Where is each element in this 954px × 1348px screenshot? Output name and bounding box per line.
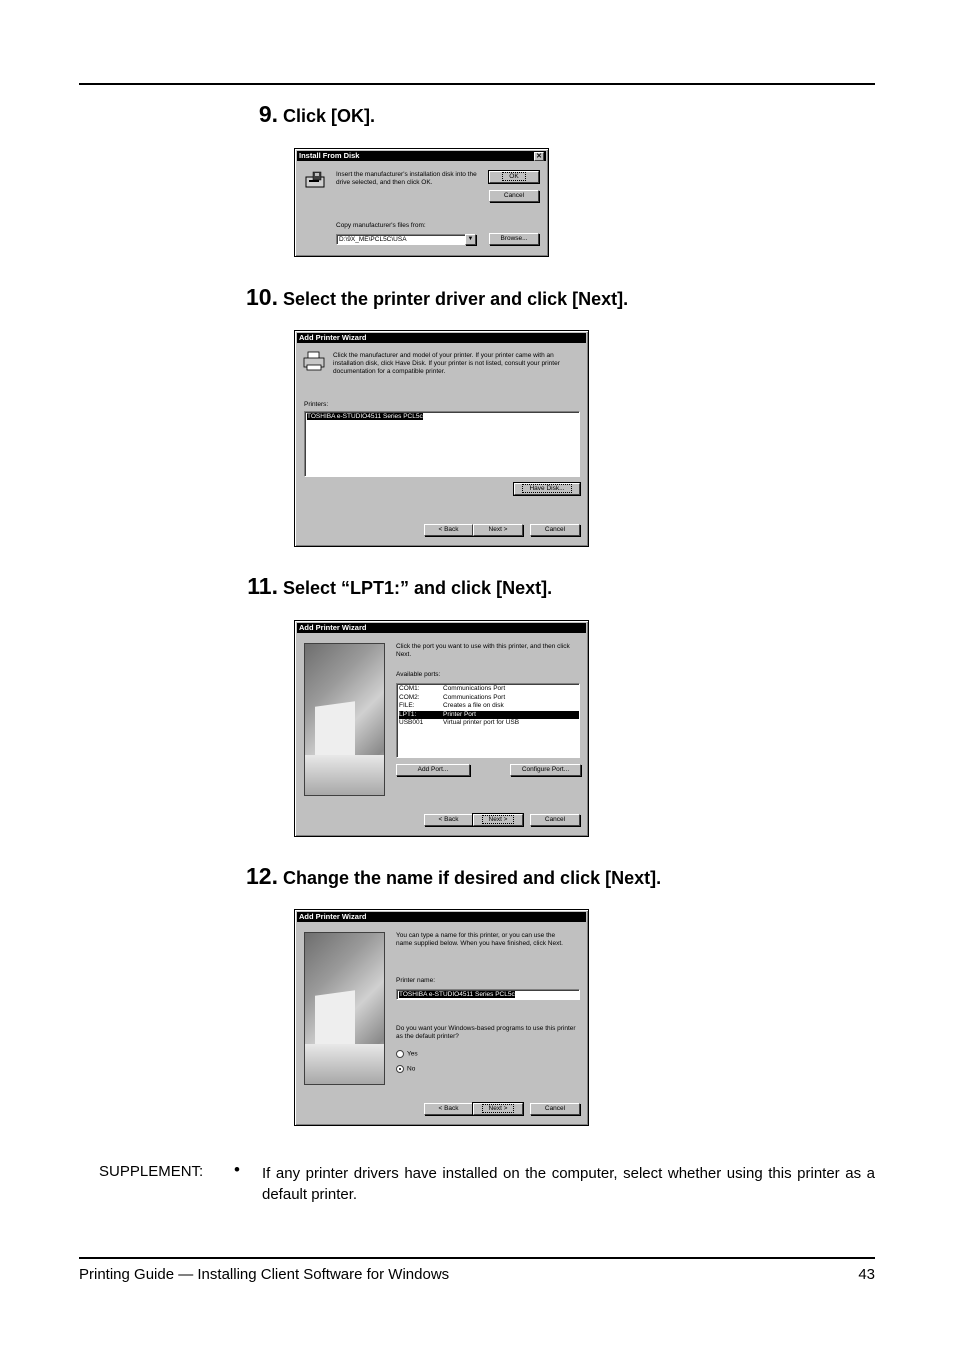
dialog-title-bar <box>297 912 586 922</box>
dialog-message: Click the manufacturer and model of your printer. If your printer came with an installation disk, click Have Disk. If your printer is not listed, consult your printer documentation for a compatible printer. <box>333 352 560 375</box>
port-name: COM1: <box>399 685 420 692</box>
dialog-message: You can type a name for this printer, or you can use the name supplied below. When you have finished, click Next. <box>396 932 563 947</box>
printers-label: Printers: <box>304 401 329 408</box>
add-port-button[interactable]: Add Port... <box>396 764 470 776</box>
yes-radio[interactable]: Yes <box>396 1050 418 1059</box>
printer-icon <box>303 351 325 371</box>
port-list-item[interactable] <box>399 711 579 720</box>
dialog-title: Add Printer Wizard <box>299 333 367 342</box>
back-button[interactable]: < Back <box>424 1103 473 1115</box>
back-button[interactable]: < Back <box>424 524 473 536</box>
step-12 <box>232 863 661 890</box>
supplement-label: SUPPLEMENT: <box>99 1163 204 1180</box>
step-9 <box>232 101 375 128</box>
cancel-button[interactable]: Cancel <box>489 190 539 202</box>
dialog-message: Click the port you want to use with this printer, and then click Next. <box>396 643 570 658</box>
next-button[interactable]: Next > <box>473 1103 523 1115</box>
dialog-title-bar <box>297 151 546 161</box>
port-description: Creates a file on disk <box>443 702 504 709</box>
port-name: COM2: <box>399 693 420 701</box>
port-description: Communications Port <box>443 693 506 701</box>
cancel-button[interactable]: Cancel <box>530 524 580 536</box>
back-button[interactable]: < Back <box>424 814 473 826</box>
browse-button[interactable]: Browse... <box>489 233 539 245</box>
port-description: Virtual printer port for USB <box>443 719 520 726</box>
port-list-item[interactable] <box>399 685 579 694</box>
dropdown-arrow-icon[interactable]: ▼ <box>465 234 476 245</box>
add-printer-port-dialog <box>294 620 589 837</box>
radio-icon <box>396 1050 404 1058</box>
configure-port-button[interactable]: Configure Port... <box>510 764 581 776</box>
cancel-button[interactable]: Cancel <box>530 1103 580 1115</box>
cancel-button[interactable]: Cancel <box>530 814 580 826</box>
default-printer-question: Do you want your Windows-based programs to use this printer as the default printer? <box>396 1025 576 1040</box>
wizard-printer-image <box>304 932 385 1085</box>
port-list-item[interactable] <box>399 719 579 728</box>
wizard-printer-image <box>304 643 385 796</box>
dialog-title: Add Printer Wizard <box>299 623 367 632</box>
step-text: Click [OK]. <box>283 106 376 126</box>
supplement-text: If any printer drivers have installed on the computer, select whether using this printer as a default printer. <box>262 1165 875 1203</box>
add-printer-name-dialog <box>294 909 589 1126</box>
copy-from-path-input[interactable]: D:\9X_ME\PCL5C\USA <box>336 234 468 245</box>
footer-title: Printing Guide — Installing Client Software for Windows <box>79 1266 450 1283</box>
dialog-title-bar <box>297 623 586 633</box>
close-icon[interactable]: ✕ <box>534 152 544 161</box>
floppy-drive-icon <box>304 171 326 189</box>
next-button[interactable]: Next > <box>473 524 523 536</box>
printers-list[interactable] <box>304 411 580 477</box>
port-list-item[interactable] <box>399 694 579 703</box>
dialog-title: Add Printer Wizard <box>299 912 367 921</box>
port-description: Printer Port <box>443 710 476 718</box>
step-10 <box>232 284 628 311</box>
bottom-rule <box>79 1257 875 1259</box>
bullet: • <box>234 1160 240 1179</box>
step-number: 12. <box>246 863 278 889</box>
printer-list-item[interactable]: TOSHIBA e-STUDIO4511 Series PCL5c <box>307 413 423 420</box>
port-name: LPT1: <box>399 710 417 718</box>
port-name: USB001 <box>399 719 424 726</box>
available-ports-list[interactable] <box>396 683 580 758</box>
dialog-title: Install From Disk <box>299 151 360 160</box>
step-number: 9. <box>258 101 278 127</box>
step-number: 10. <box>246 284 278 310</box>
ok-button[interactable]: OK <box>489 171 539 183</box>
install-from-disk-dialog <box>294 148 549 257</box>
next-button[interactable]: Next > <box>473 814 523 826</box>
dialog-title-bar <box>297 333 586 343</box>
port-description: Communications Port <box>443 685 506 692</box>
port-list-item[interactable] <box>399 702 579 711</box>
step-text: Select the printer driver and click [Next]. <box>283 289 629 309</box>
no-radio[interactable]: No <box>396 1065 415 1074</box>
step-11 <box>232 573 552 600</box>
copy-from-label: Copy manufacturer's files from: <box>336 222 426 229</box>
step-number: 11. <box>247 573 278 599</box>
printer-name-input[interactable]: TOSHIBA e-STUDIO4511 Series PCL5c <box>396 989 580 1000</box>
available-ports-label: Available ports: <box>396 671 441 678</box>
dialog-message: Insert the manufacturer's installation disk into the drive selected, and then click OK. <box>336 171 477 186</box>
port-name: FILE: <box>399 702 415 709</box>
step-text: Change the name if desired and click [Next]. <box>283 868 662 888</box>
have-disk-button[interactable]: Have Disk... <box>514 483 580 495</box>
page-number: 43 <box>858 1266 875 1283</box>
step-text: Select “LPT1:” and click [Next]. <box>283 578 553 598</box>
printer-name-label: Printer name: <box>396 977 436 984</box>
radio-selected-icon <box>396 1065 404 1073</box>
top-rule <box>79 83 875 85</box>
add-printer-driver-dialog <box>294 330 589 547</box>
